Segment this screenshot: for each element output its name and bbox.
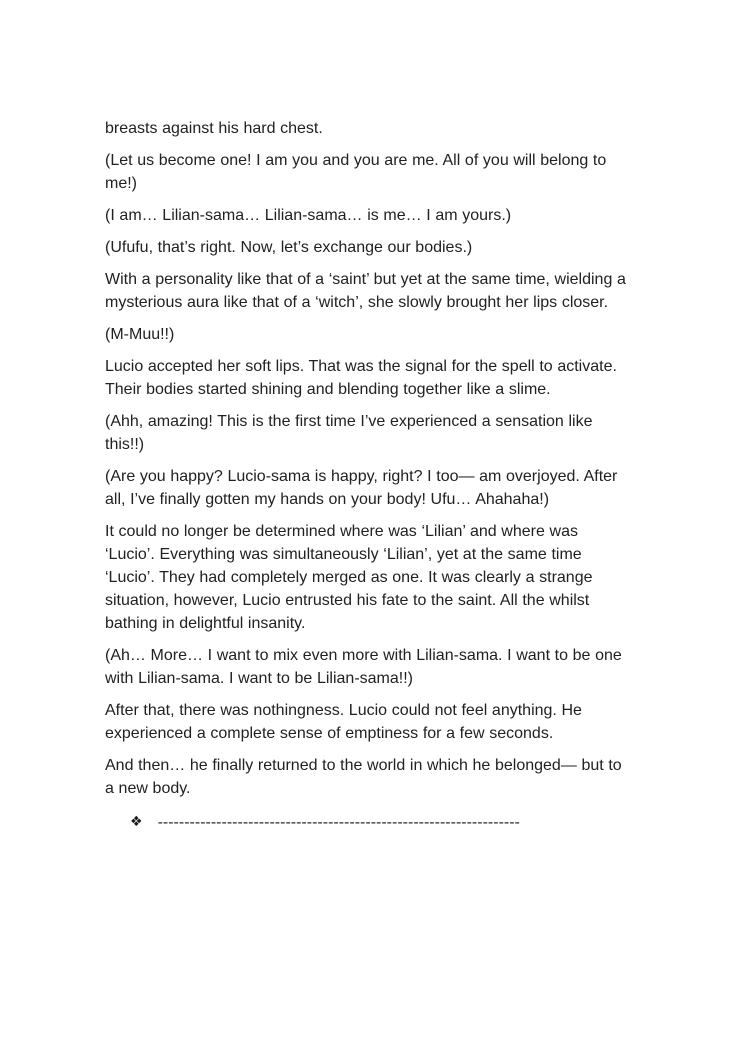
separator-list-item [105,811,632,834]
paragraph-4: (Ufufu, that’s right. Now, let’s exchange our bodies.) [105,239,473,256]
separator-dashes: -------------------------------------------------------------------- [157,814,520,831]
paragraph-9: (Are you happy? Lucio-sama is happy, right? I too— am overjoyed. After all, I’ve finally gotten my hands on your body! Ufu… Ahahaha!) [105,468,618,508]
paragraph-6: (M-Muu!!) [105,326,175,343]
paragraph-12: After that, there was nothingness. Lucio could not feel anything. He experienced a complete sense of emptiness for a few seconds. [105,702,582,742]
paragraph-1: breasts against his hard chest. [105,120,323,137]
paragraph-3: (I am… Lilian-sama… Lilian-sama… is me… I am yours.) [105,207,512,224]
paragraph-10: It could no longer be determined where was ‘Lilian’ and where was ‘Lucio’. Everything was simultaneously ‘Lilian’, yet at the same time ‘Lucio’. They had completely merged as one. It was clearly a strange situation, however, Lucio entrusted his fate to the saint. All the whilst bathing in delightful insanity. [105,523,593,632]
paragraph-8: (Ahh, amazing! This is the first time I’ve experienced a sensation like this!!) [105,413,593,453]
paragraph-5: With a personality like that of a ‘saint’ but yet at the same time, wielding a mysterious aura like that of a ‘witch’, she slowly brought her lips closer. [105,271,626,311]
paragraph-2: (Let us become one! I am you and you are me. All of you will belong to me!) [105,152,607,192]
paragraph-13: And then… he finally returned to the world in which he belonged— but to a new body. [105,757,622,797]
diamond-bullet-icon: ❖ [130,814,143,830]
paragraph-11: (Ah… More… I want to mix even more with Lilian-sama. I want to be one with Lilian-sama. I want to be Lilian-sama!!) [105,647,622,687]
paragraph-7: Lucio accepted her soft lips. That was the signal for the spell to activate. Their bodies started shining and blending together like a slime. [105,358,617,398]
document-body [105,117,632,834]
